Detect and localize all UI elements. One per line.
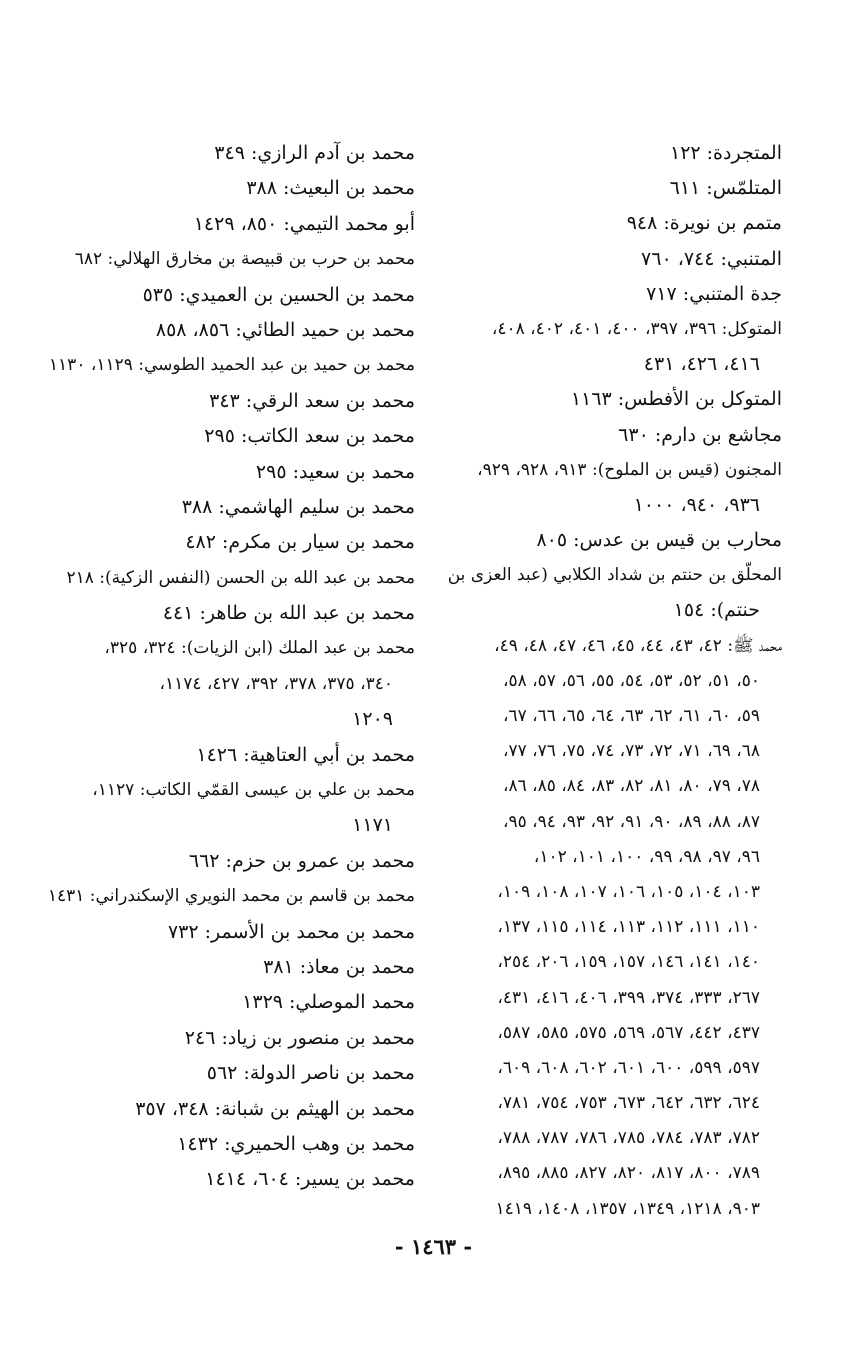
index-entry: محمد بن أبي العتاهية: ١٤٢٦ [196, 743, 415, 766]
index-entry-continuation: ٩٣٦، ٩٤٠، ١٠٠٠ [633, 493, 760, 516]
index-entry: متمم بن نويرة: ٩٤٨ [626, 212, 782, 235]
index-entry: محمد ﷺ: ٤٢، ٤٣، ٤٤، ٤٥، ٤٦، ٤٧، ٤٨، ٤٩، [494, 635, 782, 656]
index-entry: المتجردة: ١٢٢ [669, 142, 782, 164]
index-entry: محمد بن عبد الله بن الحسن (النفس الزكية): ٢١٨ [66, 567, 415, 588]
index-entry-continuation: ٥٩٧، ٥٩٩، ٦٠٠، ٦٠١، ٦٠٢، ٦٠٨، ٦٠٩، [497, 1057, 760, 1078]
index-entry: محمد بن قاسم بن محمد النويري الإسكندراني: ١٤٣١ [47, 886, 415, 907]
index-entry-continuation: ٩٦، ٩٧، ٩٨، ٩٩، ١٠٠، ١٠١، ١٠٢، [533, 846, 760, 867]
index-entry: محمد بن عبد الملك (ابن الزيات): ٣٢٤، ٣٢٥، [104, 638, 415, 659]
index-entry-continuation: ٧٨٢، ٧٨٣، ٧٨٤، ٧٨٥، ٧٨٦، ٧٨٧، ٧٨٨، [497, 1128, 760, 1149]
index-entry-continuation: ١٤٠، ١٤١، ١٤٦، ١٥٧، ١٥٩، ٢٠٦، ٢٥٤، [497, 952, 760, 973]
index-entry-continuation: ٧٨، ٧٩، ٨٠، ٨١، ٨٢، ٨٣، ٨٤، ٨٥، ٨٦، [502, 776, 760, 797]
page-number: - ١٤٦٣ - [394, 1234, 473, 1259]
index-entry: محمد بن البعيث: ٣٨٨ [246, 177, 415, 200]
index-entry: محمد بن وهب الحميري: ١٤٣٢ [177, 1132, 415, 1155]
index-entry: جدة المتنبي: ٧١٧ [646, 282, 782, 305]
index-entry-continuation: ١٢٠٩ [352, 708, 393, 731]
index-entry: المتلمّس: ٦١١ [669, 177, 782, 200]
index-entry: محمد بن سعد الرقي: ٣٤٣ [209, 389, 415, 412]
index-entry: محمد بن محمد بن الأسمر: ٧٣٢ [167, 920, 415, 943]
index-entry: محمد بن حميد بن عبد الحميد الطوسي: ١١٢٩، ١١٣٠ [48, 355, 415, 376]
index-entry-continuation: ٣٤٠، ٣٧٥، ٣٧٨، ٣٩٢، ٤٢٧، ١١٧٤، [159, 673, 393, 694]
index-entry-continuation: ١١٧١ [352, 814, 393, 837]
index-entry: محمد بن الهيثم بن شبانة: ٣٤٨، ٣٥٧ [135, 1097, 415, 1120]
index-entry-continuation: ٥٠، ٥١، ٥٢، ٥٣، ٥٤، ٥٥، ٥٦، ٥٧، ٥٨، [502, 670, 760, 691]
index-entry-continuation: ٦٢٤، ٦٣٢، ٦٤٢، ٦٧٣، ٧٥٣، ٧٥٤، ٧٨١، [497, 1093, 760, 1114]
index-entry: المتوكل: ٣٩٦، ٣٩٧، ٤٠٠، ٤٠١، ٤٠٢، ٤٠٨، [491, 318, 782, 339]
index-entry-continuation: ٤١٦، ٤٢٦، ٤٣١ [643, 353, 760, 376]
index-entry-continuation: حنتم): ١٥٤ [673, 599, 760, 622]
index-entry-continuation: ٥٩، ٦٠، ٦١، ٦٢، ٦٣، ٦٤، ٦٥، ٦٦، ٦٧، [502, 706, 760, 726]
index-entry: المجنون (قيس بن الملوح): ٩١٣، ٩٢٨، ٩٢٩، [477, 459, 782, 480]
index-entry: المتوكل بن الأفطس: ١١٦٣ [570, 388, 782, 411]
index-entry: محمد بن سعيد: ٢٩٥ [255, 460, 415, 483]
index-entry: محمد بن يسير: ٦٠٤، ١٤١٤ [205, 1168, 415, 1191]
index-entry-continuation: ١١٠، ١١١، ١١٢، ١١٣، ١١٤، ١١٥، ١٣٧، [497, 917, 760, 938]
index-entry: محمد بن سيار بن مكرم: ٤٨٢ [185, 531, 415, 554]
index-entry: محمد بن معاذ: ٣٨١ [263, 955, 415, 978]
index-entry-continuation: ٤٣٧، ٤٤٢، ٥٦٧، ٥٦٩، ٥٧٥، ٥٨٥، ٥٨٧، [497, 1022, 760, 1043]
index-entry: محمد بن عمرو بن حزم: ٦٦٢ [188, 849, 415, 872]
index-column-right [447, 136, 782, 1227]
index-entry-continuation: ٩٠٣، ١٢١٨، ١٣٤٩، ١٣٥٧، ١٤٠٨، ١٤١٩ [495, 1198, 760, 1219]
index-entry: المحلّق بن حنتم بن شداد الكلابي (عبد العزى بن [447, 565, 782, 586]
index-entry: محمد بن سعد الكاتب: ٢٩٥ [204, 425, 415, 448]
index-entry: محمد بن علي بن عيسى القمّي الكاتب: ١١٢٧، [92, 780, 415, 801]
index-entry: محمد بن آدم الرازي: ٣٤٩ [214, 142, 415, 164]
index-entry: محمد بن حرب بن قبيصة بن مخارق الهلالي: ٦٨٢ [74, 249, 415, 270]
index-entry-continuation: ٦٨، ٦٩، ٧١، ٧٢، ٧٣، ٧٤، ٧٥، ٧٦، ٧٧، [502, 741, 760, 762]
index-entry: محمد الموصلي: ١٣٢٩ [242, 991, 415, 1014]
index-entry: مجاشع بن دارم: ٦٣٠ [618, 423, 782, 446]
index-entry-continuation: ٨٧، ٨٨، ٨٩، ٩٠، ٩١، ٩٢، ٩٣، ٩٤، ٩٥، [502, 811, 760, 832]
index-entry: محمد بن حميد الطائي: ٨٥٦، ٨٥٨ [155, 318, 415, 341]
index-entry: أبو محمد التيمي: ٨٥٠، ١٤٢٩ [193, 212, 415, 235]
index-entry-continuation: ١٠٣، ١٠٤، ١٠٥، ١٠٦، ١٠٧، ١٠٨، ١٠٩، [497, 881, 760, 902]
index-entry: محمد بن عبد الله بن طاهر: ٤٤١ [162, 602, 415, 625]
index-entry: المتنبي: ٧٤٤، ٧٦٠ [641, 247, 782, 270]
index-entry: محمد بن ناصر الدولة: ٥٦٢ [206, 1062, 415, 1085]
index-entry-continuation: ٧٨٩، ٨٠٠، ٨١٧، ٨٢٠، ٨٢٧، ٨٨٥، ٨٩٥، [497, 1163, 760, 1184]
index-entry: محمد بن سليم الهاشمي: ٣٨٨ [181, 495, 415, 518]
index-entry: محارب بن قيس بن عدس: ٨٠٥ [536, 529, 782, 552]
index-entry: محمد بن الحسين بن العميدي: ٥٣٥ [142, 283, 415, 306]
index-entry-continuation: ٢٦٧، ٣٣٣، ٣٧٤، ٣٩٩، ٤٠٦، ٤١٦، ٤٣١، [497, 987, 760, 1008]
index-entry: محمد بن منصور بن زياد: ٢٤٦ [184, 1026, 415, 1049]
index-column-left [47, 136, 415, 1198]
